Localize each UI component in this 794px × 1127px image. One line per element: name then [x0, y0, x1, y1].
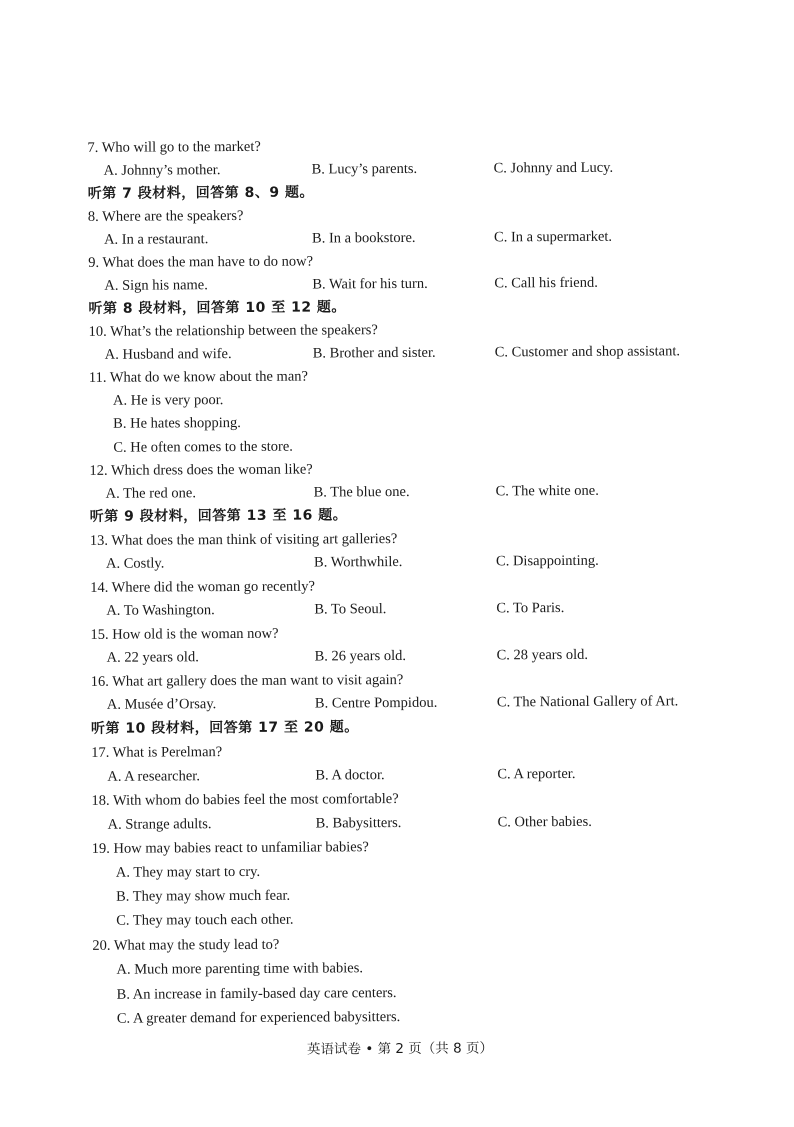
option-c: C. To Paris.: [496, 599, 565, 617]
option-c: C. Customer and shop assistant.: [494, 343, 681, 361]
option-b: B. Brother and sister.: [312, 344, 436, 362]
question-stem: 7. Who will go to the market?: [87, 138, 261, 156]
option-c: C. Other babies.: [497, 813, 592, 831]
option-line: B. He hates shopping.: [113, 414, 241, 432]
question-stem: 17. What is Perelman?: [91, 744, 223, 761]
options-row: [106, 481, 746, 503]
option-c: C. In a supermarket.: [493, 228, 613, 246]
option-b: B. 26 years old.: [314, 647, 407, 665]
option-c: C. A reporter.: [497, 765, 576, 783]
option-a: A. The red one.: [105, 485, 196, 502]
option-line: A. They may start to cry.: [115, 863, 261, 881]
option-line: C. They may touch each other.: [116, 911, 294, 929]
option-c: C. The National Gallery of Art.: [496, 693, 679, 711]
option-line: A. He is very poor.: [112, 392, 224, 409]
page-footer: 英语试卷 • 第 2 页（共 8 页）: [306, 1040, 493, 1058]
option-b: B. To Seoul.: [314, 601, 387, 618]
options-row: [104, 273, 744, 295]
question-stem: 9. What does the man have to do now?: [88, 253, 314, 271]
option-b: B. Lucy’s parents.: [311, 160, 418, 178]
option-a: A. To Washington.: [106, 602, 215, 619]
option-line: C. He often comes to the store.: [113, 438, 293, 456]
options-row: [107, 645, 747, 667]
question-stem: 11. What do we know about the man?: [88, 368, 308, 386]
option-a: A. Sign his name.: [104, 277, 208, 294]
option-c: C. Johnny and Lucy.: [493, 159, 614, 177]
question-stem: 19. How may babies react to unfamiliar babies?: [91, 839, 369, 857]
question-stem: 10. What’s the relationship between the speakers?: [88, 322, 378, 340]
option-line: C. A greater demand for experienced babysitters.: [116, 1009, 401, 1027]
question-stem: 20. What may the study lead to?: [92, 936, 280, 954]
option-b: B. Worthwhile.: [313, 553, 403, 571]
option-a: A. Musée d’Orsay.: [106, 696, 217, 713]
options-row: [104, 227, 744, 249]
option-c: C. 28 years old.: [496, 646, 589, 664]
option-a: A. 22 years old.: [106, 649, 199, 666]
options-row: [108, 812, 748, 834]
option-b: B. Babysitters.: [315, 814, 402, 832]
question-stem: 16. What art gallery does the man want to visit again?: [90, 671, 404, 690]
section-instruction: 听第 8 段材料，回答第 10 至 12 题。: [88, 299, 346, 317]
option-line: B. They may show much fear.: [116, 887, 291, 905]
options-row: [106, 598, 746, 620]
option-line: B. An increase in family-based day care centers.: [116, 985, 397, 1003]
question-stem: 15. How old is the woman now?: [90, 625, 279, 643]
option-b: B. A doctor.: [315, 767, 385, 784]
section-instruction: 听第 7 段材料，回答第 8、9 题。: [87, 184, 315, 202]
question-stem: 12. Which dress does the woman like?: [89, 461, 313, 479]
option-a: A. Johnny’s mother.: [103, 162, 221, 179]
option-b: B. In a bookstore.: [311, 229, 416, 247]
options-row: [105, 342, 745, 364]
question-stem: 8. Where are the speakers?: [87, 207, 244, 225]
option-a: A. Costly.: [105, 555, 165, 572]
options-row: [107, 692, 747, 714]
option-b: B. The blue one.: [313, 483, 410, 501]
option-a: A. A researcher.: [107, 768, 200, 785]
options-row: [106, 551, 746, 573]
option-c: C. The white one.: [495, 482, 599, 500]
option-b: B. Wait for his turn.: [312, 275, 428, 293]
option-line: A. Much more parenting time with babies.: [116, 960, 363, 978]
option-a: A. Strange adults.: [107, 816, 212, 833]
options-row: [107, 764, 747, 786]
section-instruction: 听第 10 段材料，回答第 17 至 20 题。: [90, 719, 359, 737]
option-a: A. Husband and wife.: [104, 346, 232, 363]
options-row: [104, 158, 744, 180]
question-stem: 14. Where did the woman go recently?: [90, 578, 316, 596]
option-b: B. Centre Pompidou.: [314, 694, 438, 712]
option-a: A. In a restaurant.: [103, 231, 209, 248]
option-c: C. Call his friend.: [494, 274, 598, 292]
question-stem: 18. With whom do babies feel the most comfortable?: [91, 791, 399, 809]
question-stem: 13. What does the man think of visiting art galleries?: [89, 531, 398, 549]
section-instruction: 听第 9 段材料，回答第 13 至 16 题。: [89, 507, 348, 525]
option-c: C. Disappointing.: [495, 552, 599, 570]
